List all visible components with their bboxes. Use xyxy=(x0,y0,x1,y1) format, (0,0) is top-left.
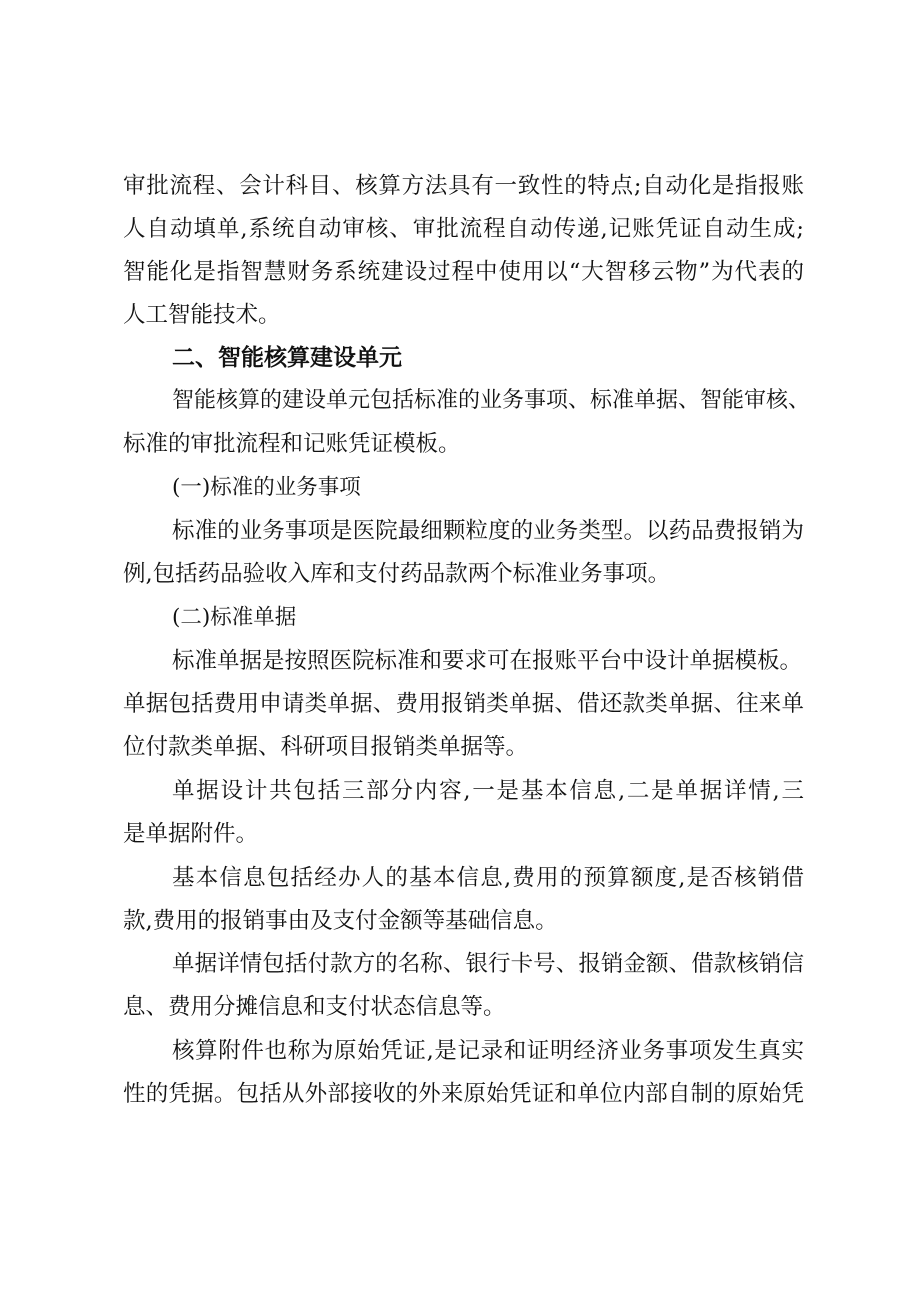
body-line: 标准单据是按照医院标准和要求可在报账平台中设计单据模板。 xyxy=(172,648,803,674)
body-line: 性的凭据。包括从外部接收的外来原始凭证和单位内部自制的原始凭 xyxy=(123,1081,804,1107)
subsection-heading: (二)标准单据 xyxy=(172,605,297,630)
body-line: 人自动填单,系统自动审核、审批流程自动传递,记账凭证自动生成; xyxy=(123,216,804,242)
body-line: 单据详情包括付款方的名称、银行卡号、报销金额、借款核销信 xyxy=(172,951,804,977)
body-line: 智能核算的建设单元包括标准的业务事项、标准单据、智能审核、 xyxy=(172,388,811,413)
body-line: 标准的业务事项是医院最细颗粒度的业务类型。以药品费报销为 xyxy=(172,518,804,544)
body-line: 位付款类单据、科研项目报销类单据等。 xyxy=(123,734,529,760)
subsection-heading: (一)标准的业务事项 xyxy=(172,475,361,500)
body-line: 审批流程、会计科目、核算方法具有一致性的特点;自动化是指报账 xyxy=(123,173,804,199)
body-line: 智能化是指智慧财务系统建设过程中使用以“大智移云物”为代表的 xyxy=(123,259,804,285)
body-line: 款,费用的报销事由及支付金额等基础信息。 xyxy=(123,908,558,934)
body-line: 人工智能技术。 xyxy=(123,302,281,328)
section-heading: 二、智能核算建设单元 xyxy=(172,345,402,371)
body-line: 例,包括药品验收入库和支付药品款两个标准业务事项。 xyxy=(123,561,671,587)
body-line: 是单据附件。 xyxy=(123,821,259,847)
body-line: 单据包括费用申请类单据、费用报销类单据、借还款类单据、往来单 xyxy=(123,691,804,717)
body-line: 基本信息包括经办人的基本信息,费用的预算额度,是否核销借 xyxy=(172,865,804,891)
body-line: 单据设计共包括三部分内容,一是基本信息,二是单据详情,三 xyxy=(172,778,804,804)
body-line: 息、费用分摊信息和支付状态信息等。 xyxy=(123,994,506,1020)
body-line: 标准的审批流程和记账凭证模板。 xyxy=(123,431,461,457)
body-line: 核算附件也称为原始凭证,是记录和证明经济业务事项发生真实 xyxy=(172,1038,804,1064)
